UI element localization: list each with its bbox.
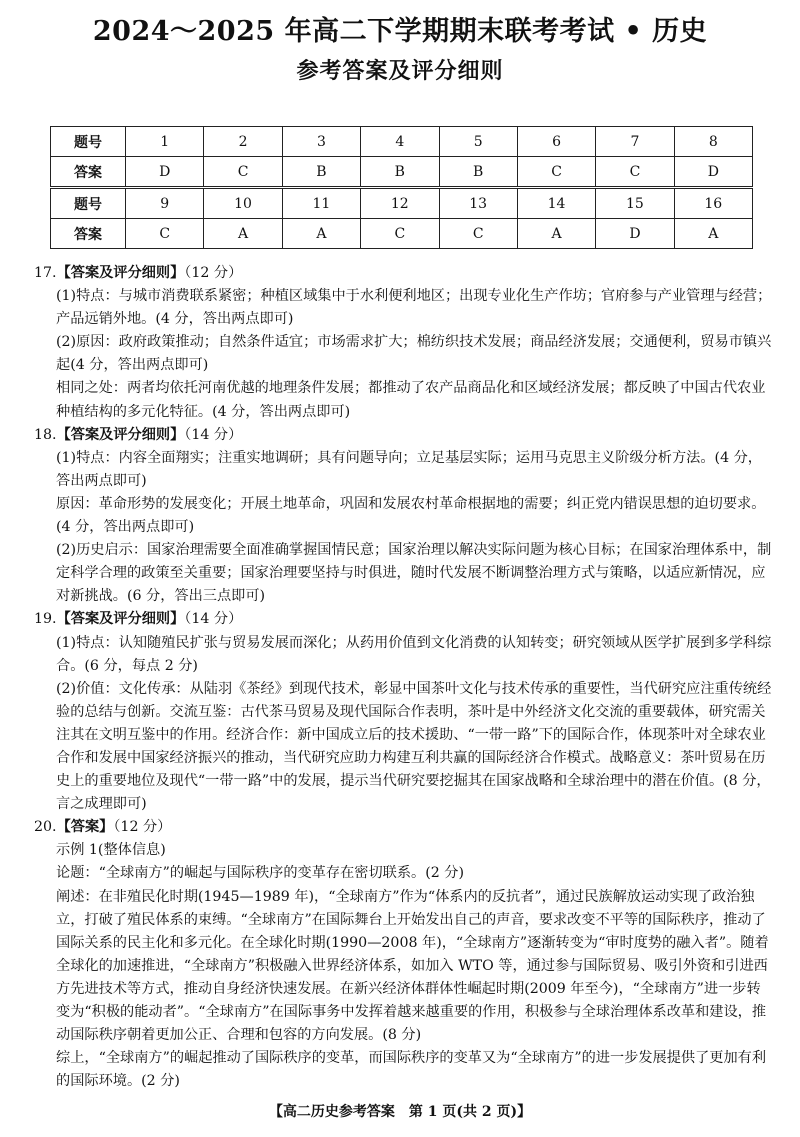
q18-paragraph: (2)历史启示：国家治理需要全面准确掌握国情民意；国家治理以解决实际问题为核心目标；在国家治理体系中，制定科学合理的政策至关重要；国家治理要坚持与时俱进，随时代发展不断调整治理方式与策略，以适应新情况，应对新挑战。(6 分，答出三点即可) [56,542,772,605]
question-number: 7 [596,127,674,157]
question-number: 15 [596,188,674,219]
q20-paragraph: 阐述：在非殖民化时期(1945—1989 年)，“全球南方”作为“体系内的反抗者”，通过民族解放运动实现了政治独立，打破了殖民体系的束缚。“全球南方”在国际舞台上开始发出自己的声音，要求改变不平等的国际秩序，推动了国际关系的民主化和多元化。在全球化时期(1990—2008 年)，“全球南方”逐渐转变为“审时度势的融入者”。随着全球化的加速推进，“全球南方”积极融入世界经济体系，如加入 WTO 等，通过参与国际贸易、吸引外资和引进西方先进技术等方式，推动自身经济快速发展。在新兴经济体群体性崛起时期(2009 年至今)，“全球南方”进一步转变为“积极的能动者”。“全球南方”在国际事务中发挥着越来越重要的作用，积极参与全球治理体系改革和建设，推动国际秩序朝着更加公正、合理和包容的方向发展。(8 分) [56,888,769,1044]
section-label: 【答案及评分细则】 [56,611,185,628]
question-number-label: 20. [34,819,57,836]
answer-table [50,126,753,249]
row-label-question: 题号 [51,127,126,157]
question-number: 11 [282,188,360,219]
q17-paragraph: (2)原因：政府政策推动；自然条件适宜；市场需求扩大；棉纺织技术发展；商品经济发展；交通便利，贸易市镇兴起(4 分，答出两点即可) [56,334,772,374]
answer-cell: C [126,219,204,249]
page-subtitle: 参考答案及评分细则 [296,58,504,84]
question-number: 2 [204,127,282,157]
page-footer: 【高二历史参考答案 第 1 页(共 2 页)】 [268,1104,532,1120]
score-label: （14 分） [184,426,243,443]
section-label: 【答案及评分细则】 [56,265,185,281]
answer-cell: C [204,157,282,188]
question-number: 4 [361,127,439,157]
q17-paragraph: (1)特点：与城市消费联系紧密；种植区域集中于水利便利地区；出现专业化生产作坊；官府参与产业管理与经营；产品远销外地。(4 分，答出两点即可) [56,288,772,328]
row-label-answer: 答案 [51,219,126,249]
answer-cell: A [204,219,282,249]
answer-body [34,262,774,1093]
question-number: 14 [517,188,595,219]
answer-cell: A [282,219,360,249]
question-number: 3 [282,127,360,157]
question-19-heading [34,608,774,631]
question-18-heading [34,424,774,447]
section-label: 【答案及评分细则】 [56,426,185,443]
q18-paragraph: 原因：革命形势的发展变化；开展土地革命，巩固和发展农村革命根据地的需要；纠正党内错误思想的迫切要求。(4 分，答出两点即可) [56,495,766,536]
answer-cell: C [361,219,439,249]
question-number: 9 [126,188,204,219]
question-20-heading [34,816,774,839]
answer-cell: B [361,157,439,188]
answer-cell: C [596,157,674,188]
answer-cell: D [126,157,204,188]
q19-paragraph: (2)价值：文化传承：从陆羽《茶经》到现代技术，彰显中国茶叶文化与技术传承的重要性，当代研究应注重传统经验的总结与创新。交流互鉴：古代茶马贸易及现代国际合作表明，茶叶是中外经济文化交流的重要载体，研究需关注其在文明互鉴中的作用。经济合作：新中国成立后的技术援助、“一带一路”下的国际合作，体现茶叶对全球农业合作和发展中国家经济振兴的推动，当代研究应助力构建互利共赢的国际经济合作模式。战略意义：茶叶贸易在历史上的重要地位及现代“一带一路”中的发展，提示当代研究要挖掘其在国家战略和全球治理中的潜在价值。(8 分，言之成理即可) [56,680,772,813]
question-number-label: 17. [34,265,57,281]
answer-cell: C [439,219,517,249]
table-row [51,127,753,157]
question-number: 1 [126,127,204,157]
row-label-answer: 答案 [51,157,126,188]
question-number: 16 [674,188,752,219]
question-number: 8 [674,127,752,157]
section-label: 【答案】 [56,819,114,836]
question-number: 5 [439,127,517,157]
score-label: （14 分） [184,611,243,628]
question-number-label: 18. [34,426,57,443]
question-number: 12 [361,188,439,219]
answer-cell: B [439,157,517,188]
answer-cell: C [517,157,595,188]
answer-cell: D [674,157,752,188]
table-row [51,188,753,219]
answer-cell: B [282,157,360,188]
page-title: 2024～2025 年高二下学期期末联考考试 • 历史 [92,16,708,47]
q18-paragraph: (1)特点：内容全面翔实；注重实地调研；具有问题导向；立足基层实际；运用马克思主义阶级分析方法。(4 分，答出两点即可) [56,449,762,489]
table-row [51,157,753,188]
q20-paragraph: 综上，“全球南方”的崛起推动了国际秩序的变革，而国际秩序的变革又为“全球南方”的进一步发展提供了更加有利的国际环境。(2 分) [56,1050,767,1090]
q20-paragraph: 示例 1(整体信息) [56,842,166,859]
question-number: 10 [204,188,282,219]
answer-cell: A [674,219,752,249]
score-label: （12 分） [184,265,243,281]
question-number: 13 [439,188,517,219]
row-label-question: 题号 [51,188,126,219]
q20-paragraph: 论题：“全球南方”的崛起与国际秩序的变革存在密切联系。(2 分) [56,865,464,882]
question-number: 6 [517,127,595,157]
answer-cell: D [596,219,674,249]
question-17-heading [34,262,774,285]
q17-paragraph: 相同之处：两者均依托河南优越的地理条件发展；都推动了农产品商品化和区域经济发展；都反映了中国古代农业种植结构的多元化特征。(4 分，答出两点即可) [56,380,766,420]
q19-paragraph: (1)特点：认知随殖民扩张与贸易发展而深化；从药用价值到文化消费的认知转变；研究领域从医学扩展到多学科综合。(6 分，每点 2 分) [56,634,772,674]
table-row [51,219,753,249]
score-label: （12 分） [113,819,172,836]
answer-cell: A [517,219,595,249]
question-number-label: 19. [34,611,57,628]
